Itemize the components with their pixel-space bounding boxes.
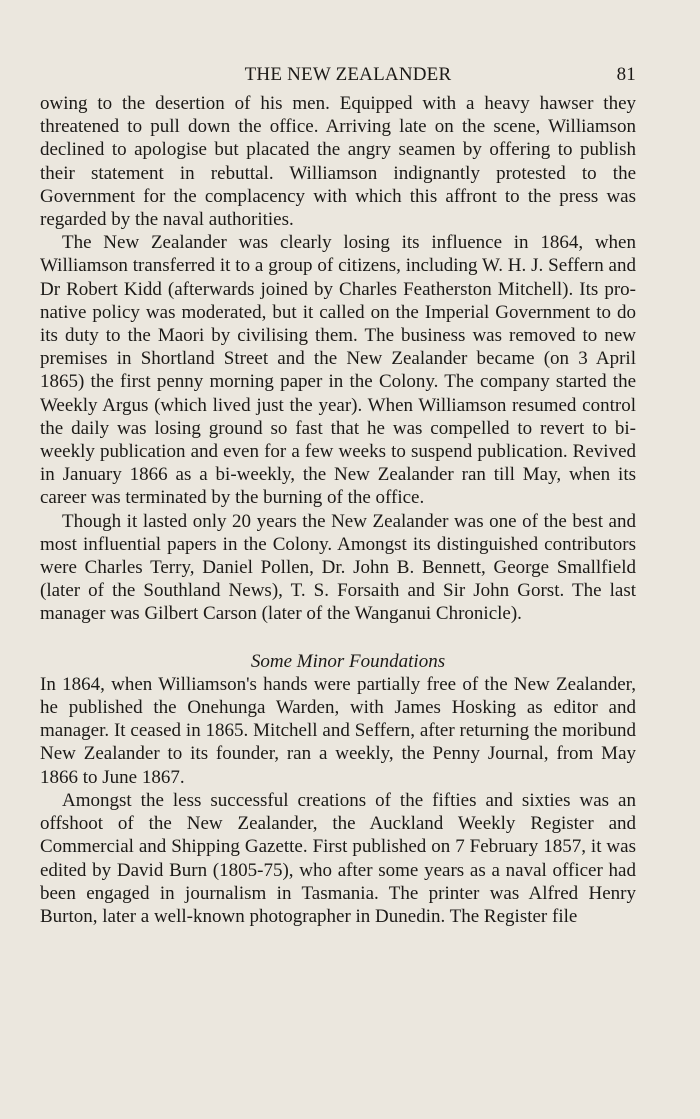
running-head	[40, 58, 636, 92]
page-number: 81	[616, 64, 636, 85]
paragraph-4: In 1864, when Williamson's hands were partially free of the New Zealander, he published the Onehunga Warden, with James Hosking as editor and manager. It ceased in 1865. Mitchell and Seffern, after returning the moribund New Zealander to its founder, ran a weekly, the Penny Journal, from May 1866 to June 1867.	[40, 673, 636, 788]
paragraph-1: owing to the desertion of his men. Equipped with a heavy hawser they threatened to pull down the office. Arriving late on the scene, Williamson declined to apologise but placated the angry seamen by offering to publish their statement in rebuttal. Williamson indignantly protested to the Government for the complacency with which this affront to the press was regarded by the naval authorities.	[40, 93, 636, 231]
running-title: THE NEW ZEALANDER	[244, 64, 452, 85]
paragraph-2: The New Zealander was clearly losing its influence in 1864, when Williamson transferred it to a group of citizens, including W. H. J. Seffern and Dr Robert Kidd (afterwards joined by Charles Featherston Mitchell). Its pro-native policy was moderated, but it called on the Imperial Government to do its duty to the Maori by civilising them. The business was removed to new premises in Shortland Street and the New Zealander became (on 3 April 1865) the first penny morning paper in the Colony. The company started the Weekly Argus (which lived just the year). When Williamson resumed control the daily was losing ground so fast that he was compelled to revert to bi-weekly publication and even for a few weeks to suspend publication. Revived in January 1866 as a bi-weekly, the New Zealander ran till May, when its career was terminated by the burning of the office.	[40, 232, 636, 509]
paragraph-5: Amongst the less successful creations of the fifties and sixties was an offshoot of the New Zealander, the Auckland Weekly Register and Commercial and Shipping Gazette. First published on 7 February 1857, it was edited by David Burn (1805-75), who after some years as a naval officer had been engaged in journalism in Tasmania. The printer was Alfred Henry Burton, later a well-known photographer in Dunedin. The Register file	[40, 789, 636, 927]
body-text	[40, 92, 636, 928]
paragraph-3: Though it lasted only 20 years the New Zealander was one of the best and most influential papers in the Colony. Amongst its distinguished contributors were Charles Terry, Daniel Pollen, Dr. John B. Bennett, George Smallfield (later of the Southland News), T. S. Forsaith and Sir John Gorst. The last manager was Gilbert Carson (later of the Wanganui Chronicle).	[40, 510, 636, 625]
section-heading: Some Minor Foundations	[250, 650, 446, 672]
